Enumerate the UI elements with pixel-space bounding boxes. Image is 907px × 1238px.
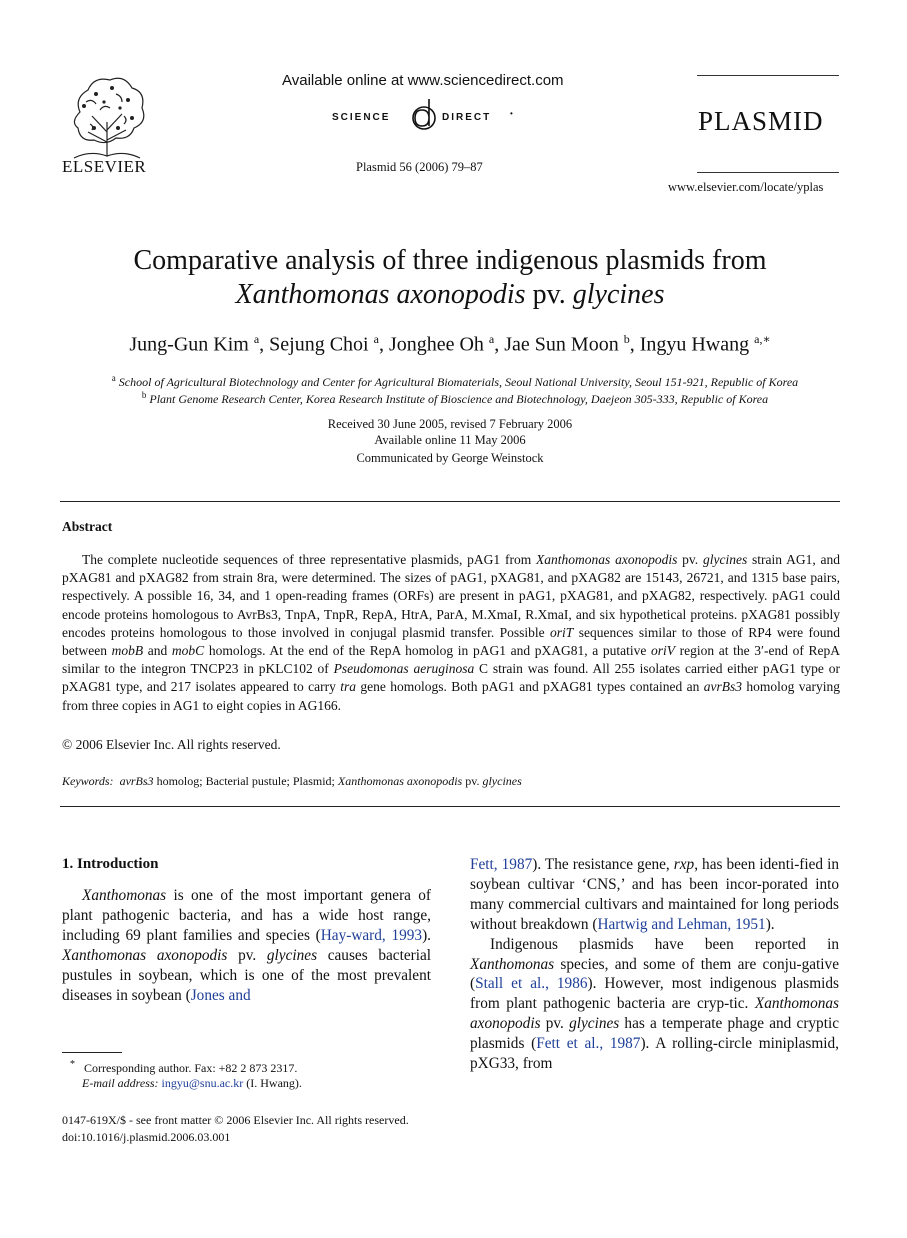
title-line-1: Comparative analysis of three indigenous plasmids from — [133, 245, 767, 276]
divider — [60, 806, 840, 807]
abstract-body: The complete nucleotide sequences of three representative plasmids, pAG1 from Xanthomonas axonopodis pv. glycines strain AG1, and pXAG81 and pXAG82 from strain 8ra, were determined. The sizes of pAG1, pXAG81, and pXAG82 are 15143, 26721, and 1315 base pairs, respectively. A possible 16, 34, and 1 open-reading frames (ORFs) are present in pAG1, pXAG81, and pXAG82, respectively. pAG1 could encode proteins homologous to AvrBs3, TnpA, TnpR, RepA, HtrA, ParA, M.XmaI, R.XmaI, and six hypothetical proteins. pXAG81 possibly encodes proteins homologous to those involved in conjugal plasmid transfer. Possible oriT sequences similar to those of RP4 were found between mobB and mobC homologs. At the end of the RepA homolog in pAG1 and pXAG81, a putative oriV region at the 3′-end of RepA similar to the integron TNCP23 in pKLC102 of Pseudomonas aeruginosa C strain was found. All 255 isolates carried either pAG1 type or pXAG81 type, and 217 isolates appeared to carry tra gene homologs. Both pAG1 and pXAG81 types contained an avrBs3 homolog varying from three copies in AG1 to eight copies in AG166. — [62, 552, 841, 713]
received-date: Received 30 June 2005, revised 7 February 2006 — [327, 417, 573, 431]
sciencedirect-left-text: SCIENCE — [332, 112, 391, 123]
corresponding-author-note: * Corresponding author. Fax: +82 2 873 2317. — [70, 1059, 298, 1075]
email-link[interactable]: ingyu@snu.ac.kr — [161, 1076, 244, 1090]
author: Jung-Gun Kim — [129, 333, 249, 356]
doi-line[interactable]: doi:10.1016/j.plasmid.2006.03.001 — [62, 1130, 231, 1144]
keywords: Keywords: avrBs3 homolog; Bacterial pustule; Plasmid; Xanthomonas axonopodis pv. glycines — [62, 774, 522, 788]
journal-name: PLASMID — [698, 106, 824, 136]
svg-text:•: • — [510, 109, 513, 118]
available-online-text: Available online at www.sciencedirect.com — [282, 72, 564, 89]
author: Jonghee Oh — [388, 333, 484, 356]
issn-line: 0147-619X/$ - see front matter © 2006 Elsevier Inc. All rights reserved. — [62, 1113, 409, 1127]
citation-link[interactable]: Fett et al., 1987 — [536, 1035, 641, 1053]
header-rule-top — [697, 75, 839, 76]
journal-url[interactable]: www.elsevier.com/locate/yplas — [668, 180, 824, 194]
author: Sejung Choi — [269, 333, 369, 356]
citation-link[interactable]: Jones and — [190, 986, 251, 1004]
affiliation-a: $^a$ School of Agricultural Biotechnology and Center for Agricultural Biomaterials, Seoul National University, Seoul 151-921, Republic of Korea — [111, 373, 799, 389]
online-date: Available online 11 May 2006 — [374, 433, 526, 447]
author: Ingyu Hwang — [639, 333, 750, 356]
sciencedirect-d-icon — [413, 99, 435, 129]
email-note: E-mail address: ingyu@snu.ac.kr (I. Hwang). — [82, 1076, 302, 1090]
citation-link[interactable]: Hartwig and Lehman, 1951 — [597, 915, 766, 933]
right-column: Fett, 1987). The resistance gene, rxp, has been identi-fied in soybean cultivar ‘CNS,’ and has been incor-porated into many commercial cultivars and maintained for long periods without breakdown (Hartwig and Lehman, 1951). Indigenous plasmids have been reported in Xanthomonas species, and some of them are conju-gative (Stall et al., 1986). However, most indigenous plasmids from plant pathogenic bacteria are cryp-tic. Xanthomonas axonopodis pv. glycines has a temperate phage and cryptic plasmids (Fett et al., 1987). A rolling-circle miniplasmid, pXG33, from — [470, 856, 840, 1073]
communicated-by: Communicated by George Weinstock — [356, 451, 544, 465]
author: Jae Sun Moon — [504, 333, 619, 356]
title-line-2: Xanthomonas axonopodis pv. glycines — [235, 279, 665, 310]
section-heading: 1. Introduction — [62, 856, 159, 872]
citation-link[interactable]: Stall et al., 1986 — [475, 975, 588, 993]
header-rule-bottom — [697, 172, 839, 173]
author-list: Jung-Gun Kim $^a$, Sejung Choi $^a$, Jonghee Oh $^a$, Jae Sun Moon $^b$, Ingyu Hwang $^{a,∗}$ — [129, 332, 771, 356]
citation-link[interactable]: Fett, 1987 — [470, 856, 533, 873]
affiliation-b: $^b$ Plant Genome Research Center, Korea Research Institute of Bioscience and Biotechnology, Daejeon 305-333, Republic of Korea — [141, 390, 769, 406]
sciencedirect-logo — [332, 96, 518, 134]
journal-citation: Plasmid 56 (2006) 79–87 — [356, 160, 483, 174]
abstract-copyright: © 2006 Elsevier Inc. All rights reserved. — [62, 737, 281, 752]
divider — [60, 501, 840, 502]
footnote-rule — [62, 1052, 122, 1053]
citation-link[interactable]: Hay-ward, 1993 — [320, 926, 423, 944]
abstract-heading: Abstract — [62, 519, 113, 534]
article-title — [60, 244, 840, 312]
left-column: Xanthomonas is one of the most important genera of plant pathogenic bacteria, and has a wide host range, including 69 plant families and species (Hay-ward, 1993). Xanthomonas axonopodis pv. glycines causes bacterial pustules in soybean, which is one of the most prevalent diseases in soybean (Jones and — [62, 887, 431, 1004]
publisher-name: ELSEVIER — [62, 157, 147, 176]
sciencedirect-right-text: DIRECT — [442, 112, 492, 123]
